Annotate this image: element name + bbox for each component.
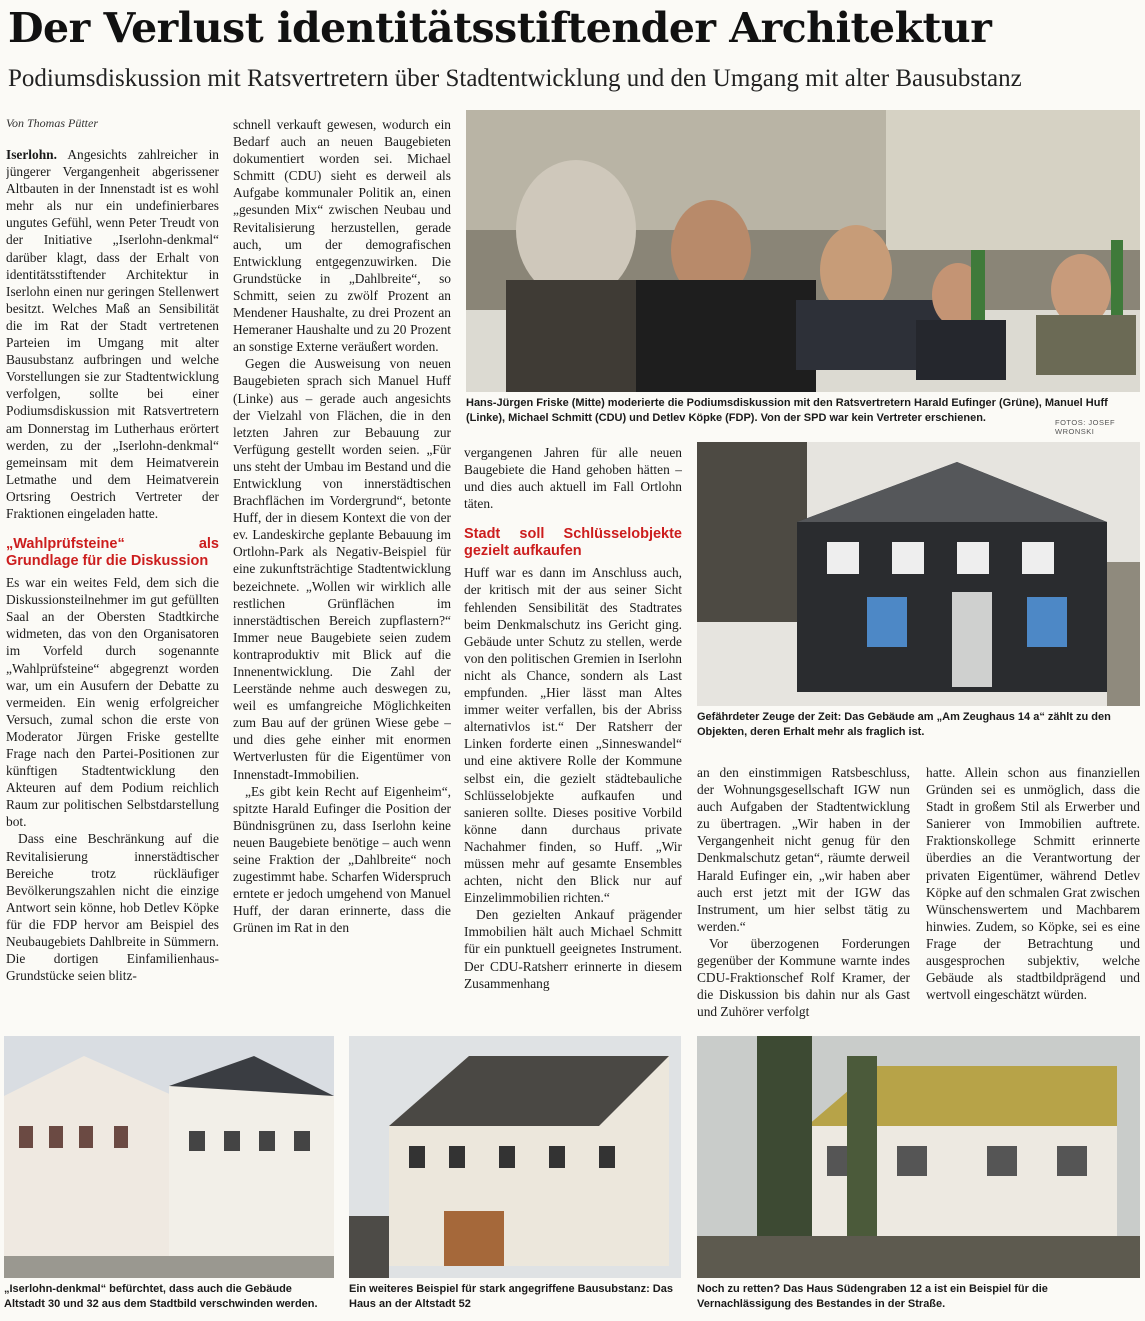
paragraph: schnell verkauft gewesen, wodurch ein Bedarf auch an neuen Baugebieten dokumentiert worden sei. Michael Schmitt (CDU) sieht es derweil als Aufgabe kommunaler Politik an, einen „gesunden Mix“ zwischen Neubau und Revitalisierung herzustellen, gerade auch, um der demografischen Entwicklung entgegenzuwirken. Die Grundstücke in „Dahlbreite“, so Schmitt, seien zu zwölf Prozent an Mendener Haushalte, zu drei Prozent an Hemeraner Haushalte und zu 20 Prozent an sonstige Externe veräußert worden.: [233, 117, 451, 355]
zeughaus-image: [697, 442, 1140, 706]
article-column-3: [464, 444, 682, 1026]
altstadt-30-32-image: [4, 1036, 334, 1278]
paragraph: Huff war es dann im Anschluss auch, der kritisch mit der aus seiner Sicht fehlenden Sensibilität des Stadtrates beim Denkmalschutz ins Gericht ging. Gebäude unter Schutz zu stellen, werde von den politischen Gremien in Iserlohn nicht als Chance, sondern als Last empfunden. „Hier lässt man Altes immer weiter verfallen, bis der Abriss alternativlos ist.“ Der Ratsherr der Linken forderte einen „Sinneswandel“ und eine aktivere Rolle der Kommune selbst ein, die gezielt städtebauliche Schlüsselobjekte aufkaufen und sanieren sollte. Dieses positive Vorbild könne dann durchaus private Nachahmer finden, so Huff. „Wir müssen mehr auf gesamte Ensembles achten, nicht den Blick nur auf Einzelimmobilien richten.“: [464, 565, 682, 906]
paragraph: hatte. Allein schon aus finanziellen Gründen sei es unmöglich, dass die Stadt in großem Stil als Erwerber und Sanierer von Immobilien auftrete. Fraktionskollege Schmitt erinnerte überdies an die Verantwortung der privaten Eigentümer, während Detlev Köpke auf den schmalen Grat zwischen Wünschenswertem und Machbarem hinwies. Zudem, so Köpke, sei es eine Frage der Betrachtung und ausgesprochen subjektiv, welche Gebäude als stadtbildprägend und wertvoll eingeschätzt würden.: [926, 765, 1140, 1003]
article-column-5: [926, 764, 1140, 1026]
byline: Von Thomas Pütter: [6, 116, 99, 130]
suedengraben-image: [697, 1036, 1140, 1278]
paragraph-text: Angesichts zahlreicher in jüngerer Vergangenheit abgerissener Altbauten in der Innenstadt ist es wohl mehr als nur ein undefinierbares ungutes Gefühl, wenn Peter Treudt von der Initiative „Iserlohn-denkmal“ darüber klagt, dass der Erhalt von identitätsstiftender Architektur in Iserlohn einen nur geringen Stellenwert besitzt. Welches Maß an Sensibilität die im Rat der Stadt vertretenen Parteien im Umgang mit alter Bausubstanz aufbringen und welche Vorstellungen sie zur Stadtentwicklung verfolgen, sollte bei einer Podiumsdiskussion mit Ratsvertretern am Donnerstag im Lutherhaus erörtert werden, zu der „Iserlohn-denkmal“ gemeinsam mit dem Heimatverein Letmathe und dem Heimatverein Ortsring Oestrich Vertreter der Fraktionen eingeladen hatte.: [6, 147, 219, 521]
paragraph: „Es gibt kein Recht auf Eigenheim“, spitzte Harald Eufinger die Position der Bündnisgrünen zu, dass Iserlohn keine neuen Baugebiete benötige – auch wenn seine Fraktion der „Dahlbreite“ noch zugestimmt habe. Scharfen Widerspruch erntete er jedoch umgehend von Manuel Huff, der daran erinnerte, dass die Grünen im Rat in den: [233, 783, 451, 936]
middle-photo-caption: Gefährdeter Zeuge der Zeit: Das Gebäude am „Am Zeughaus 14 a“ zählt zu den Objekten, deren Erhalt mehr als fraglich ist.: [697, 711, 1111, 738]
altstadt-52-image: [349, 1036, 681, 1278]
zeughaus-photo: [697, 442, 1140, 706]
panel-discussion-photo: [466, 110, 1140, 392]
crosshead: „Wahlprüfsteine“ als Grundlage für die Diskussion: [6, 536, 219, 570]
crosshead: Stadt soll Schlüsselobjekte gezielt aufkaufen: [464, 526, 682, 560]
paragraph: Vor überzogenen Forderungen gegenüber der Kommune warnte indes CDU-Fraktionschef Rolf Kramer, der die Diskussion bis dahin nur als Gast und Zuhörer verfolgt: [697, 935, 910, 1020]
headline: Der Verlust identitätsstiftender Architektur: [8, 4, 992, 52]
bottom-photo-1-caption: „Iserlohn-denkmal“ befürchtet, dass auch die Gebäude Altstadt 30 und 32 aus dem Stadtbild verschwinden werden.: [4, 1283, 318, 1310]
top-photo-caption: Hans-Jürgen Friske (Mitte) moderierte die Podiumsdiskussion mit den Ratsvertretern Harald Eufinger (Grüne), Manuel Huff (Linke), Michael Schmitt (CDU) und Detlev Köpke (FDP). Von der SPD war kein Vertreter erschienen.: [466, 397, 1108, 424]
article-column-4: [697, 764, 910, 1026]
paragraph: Es war ein weites Feld, dem sich die Diskussionsteilnehmer im gut gefüllten Saal an der Obersten Stadtkirche widmeten, das von den Organisatoren im Vorfeld durch sogenannte „Wahlprüfsteine“ abgegrenzt worden war, um ein Ausufern der Debatte zu vermeiden. Ein wenig erfolgreicher Versuch, zumal schon die erste von Moderator Jürgen Friske gestellte Frage nach den Partei-Positionen zur künftigen Stadtentwicklung den Akteuren auf dem Podium reichlich Raum zur politischen Selbstdarstellung bot.: [6, 575, 219, 830]
dateline: Iserlohn.: [6, 147, 57, 162]
paragraph: vergangenen Jahren für alle neuen Baugebiete die Hand gehoben hätten – und dies auch aktuell im Fall Ortlohn täten.: [464, 445, 682, 512]
panel-discussion-image: [466, 110, 1140, 392]
subheadline: Podiumsdiskussion mit Ratsvertretern über Stadtentwicklung und den Umgang mit alter Bausubstanz: [8, 65, 1022, 92]
article-column-1: [6, 146, 219, 1026]
altstadt-30-32-photo: [4, 1036, 334, 1278]
paragraph: [6, 146, 219, 522]
bottom-photo-2-caption: Ein weiteres Beispiel für stark angegriffene Bausubstanz: Das Haus an der Altstadt 52: [349, 1283, 673, 1310]
paragraph: an den einstimmigen Ratsbeschluss, der Wohnungsgesellschaft IGW nun auch Aufgaben der Stadtentwicklung zu übertragen. „Wir haben in der Vergangenheit nicht genug für den Denkmalschutz getan“, räumte derweil Harald Eufinger ein, „wir haben aber auch erst jetzt mit der IGW das Instrument, um hier selbst tätig zu werden.“: [697, 765, 910, 934]
altstadt-52-photo: [349, 1036, 681, 1278]
paragraph: Gegen die Ausweisung von neuen Baugebieten sprach sich Manuel Huff (Linke) aus – gerade auch angesichts der Vielzahl von Flächen, die in den letzten Jahren zur Bebauung zur Verfügung gestellt worden seien. „Für uns steht der Umbau im Bestand und die Entwicklung von innerstädtischen Brachflächen im Vordergrund“, betonte Huff, der in diesem Kontext die von der ev. Landeskirche geplante Bebauung im Ortlohn-Park als Negativ-Beispiel für eine zukunftsträchtige Stadtentwicklung bezeichnete. „Wollen wir wirklich alle restlichen Grünflächen im innerstädtischen Bereich zupflastern?“ Immer neue Baugebiete seien zudem kontraproduktiv mit Blick auf die Innenentwicklung. Die Zahl der Leerstände nehme auch deswegen zu, weil es umfangreiche Möglichkeiten zum Bau auf der grünen Wiese gebe – und dies gehe einher mit enormen Wertverlusten für die Eigentümer von Innenstadt-Immobilien.: [233, 356, 451, 782]
paragraph: Den gezielten Ankauf prägender Immobilien hält auch Michael Schmitt für ein punktuell geeignetes Instrument. Der CDU-Ratsherr erinnerte in diesem Zusammenhang: [464, 907, 682, 991]
paragraph: Dass eine Beschränkung auf die Revitalisierung innerstädtischer Bereiche trotz rückläufiger Bevölkerungszahlen nicht die einzige Antwort sein könne, hob Detlev Köpke für die FDP hervor am Beispiel des Neubaugebiets Dahlbreite in Sümmern. Die dortigen Einfamilienhaus-Grundstücke seien blitz-: [6, 831, 219, 984]
suedengraben-photo: [697, 1036, 1140, 1278]
photo-credit: FOTOS: JOSEF WRONSKI: [1055, 418, 1116, 436]
article-column-2: [233, 116, 451, 1026]
bottom-photo-3-caption: Noch zu retten? Das Haus Südengraben 12 a ist ein Beispiel für die Vernachlässigung des Bestandes in der Straße.: [697, 1283, 1048, 1310]
